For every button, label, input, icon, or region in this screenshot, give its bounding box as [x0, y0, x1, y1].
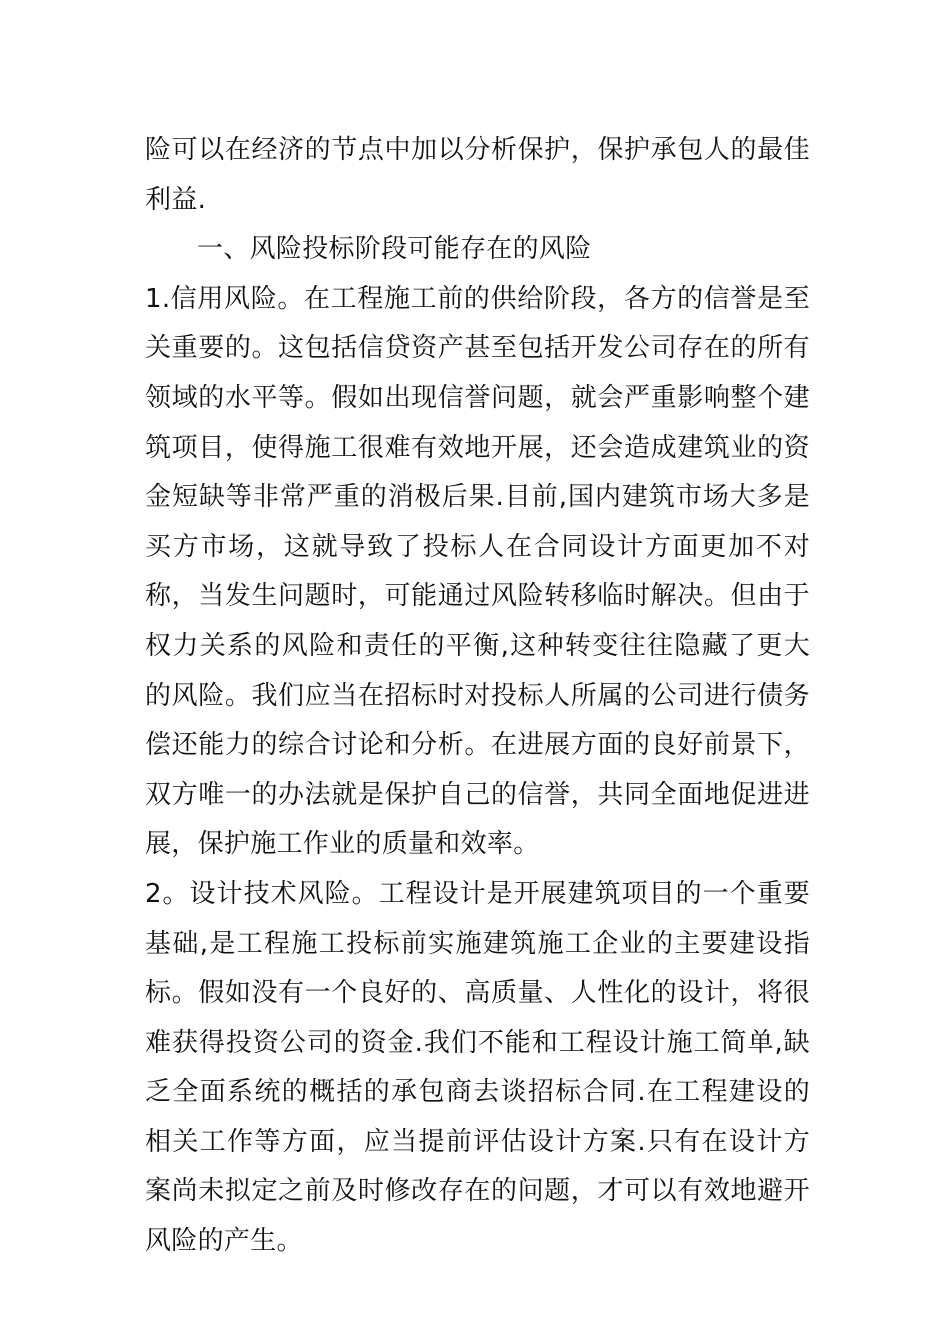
paragraph-continuation: 险可以在经济的节点中加以分析保护，保护承包人的最佳利益. — [145, 135, 810, 215]
body-text — [145, 126, 810, 1267]
paragraph-design-risk: 2。设计技术风险。工程设计是开展建筑项目的一个重要基础,是工程施工投标前实施建筑施工企业的主要建设指标。假如没有一个良好的、高质量、人性化的设计，将很难获得投资公司的资金.我们不能和工程设计施工简单,缺乏全面系统的概括的承包商去谈招标合同.在工程建设的相关工作等方面，应当提前评估设计方案.只有在设计方案尚未拟定之前及时修改存在的问题，才可以有效地避开风险的产生。 — [145, 878, 810, 1257]
section-heading: 一、风险投标阶段可能存在的风险 — [197, 234, 592, 265]
paragraph-credit-risk: 1.信用风险。在工程施工前的供给阶段，各方的信誉是至关重要的。这包括信贷资产甚至包括开发公司存在的所有领域的水平等。假如出现信誉问题，就会严重影响整个建筑项目，使得施工很难有效地开展，还会造成建筑业的资金短缺等非常严重的消极后果.目前,国内建筑市场大多是买方市场，这就导致了投标人在合同设计方面更加不对称，当发生问题时，可能通过风险转移临时解决。但由于权力关系的风险和责任的平衡,这种转变往往隐藏了更大的风险。我们应当在招标时对投标人所属的公司进行债务偿还能力的综合讨论和分析。在进展方面的良好前景下，双方唯一的办法就是保护自己的信誉，共同全面地促进进展，保护施工作业的质量和效率。 — [145, 283, 810, 860]
